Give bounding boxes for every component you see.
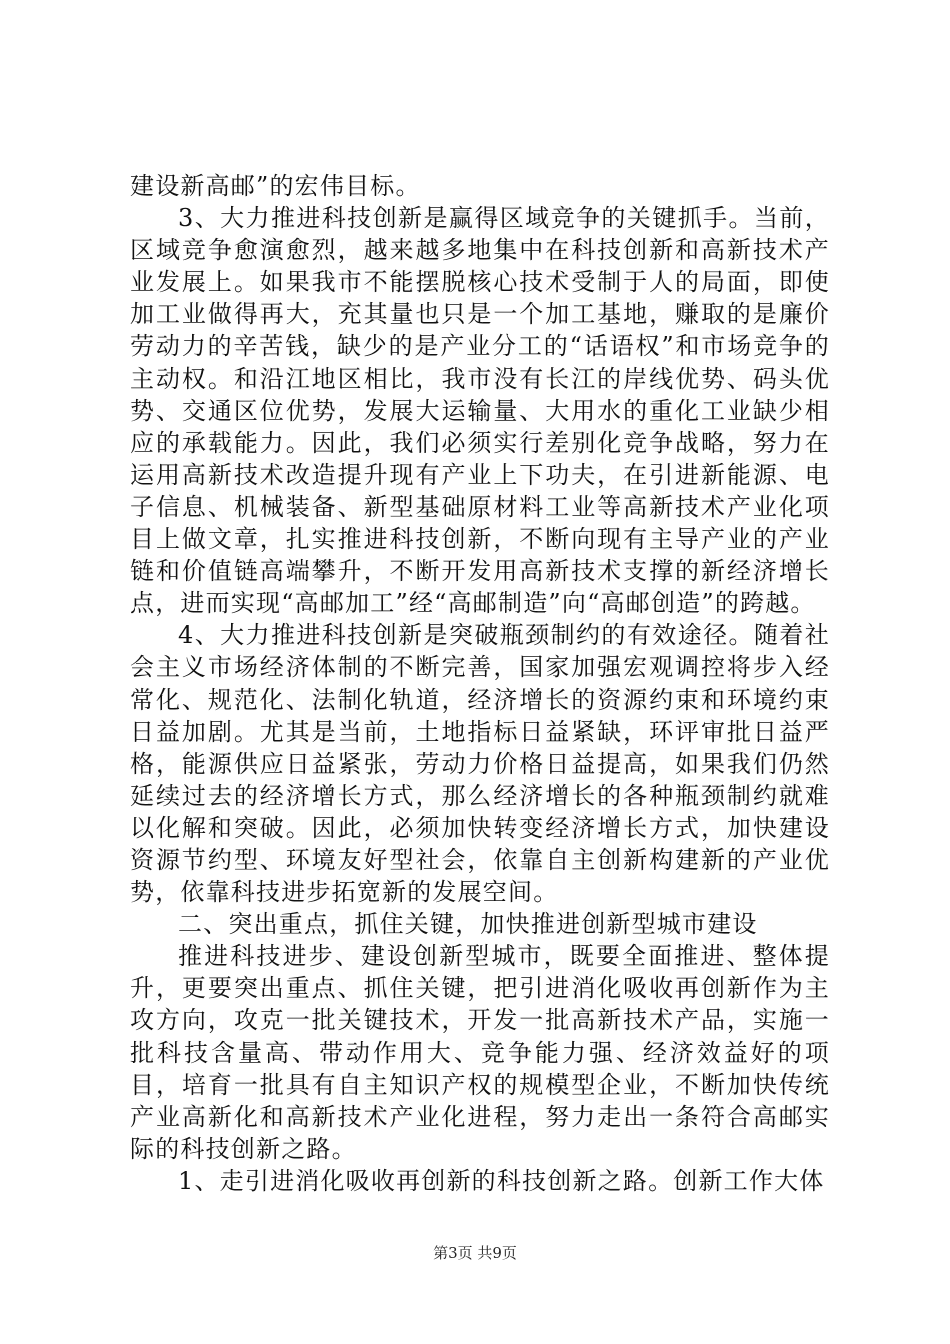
page-number-footer: 第3页 共9页 [433, 1244, 517, 1262]
paragraph-point-1: 1、走引进消化吸收再创新的科技创新之路。创新工作大体 [178, 1166, 825, 1195]
paragraph-point-3: 3、大力推进科技创新是赢得区域竞争的关键抓手。当前，区域竞争愈演愈烈，越来越多地集中在科技创新和高新技术产业发展上。如果我市不能摆脱核心技术受制于人的局面，即使加工业做得再大，充其量也只是一个加工基地，赚取的是廉价劳动力的辛苦钱，缺少的是产业分工的“话语权”和市场竞争的主动权。和沿江地区相比，我市没有长江的岸线优势、码头优势、交通区位优势，发展大运输量、大用水的重化工业缺少相应的承载能力。因此，我们必须实行差别化竞争战略，努力在运用高新技术改造提升现有产业上下功夫，在引进新能源、电子信息、机械装备、新型基础原材料工业等高新技术产业化项目上做文章，扎实推进科技创新，不断向现有主导产业的产业链和价值链高端攀升，不断开发用高新技术支撑的新经济增长点，进而实现“高邮加工”经“高邮制造”向“高邮创造”的跨越。 [130, 204, 830, 618]
document-body [130, 170, 830, 1197]
paragraph-section-2-intro: 推进科技进步、建设创新型城市，既要全面推进、整体提升，更要突出重点、抓住关键，把引进消化吸收再创新作为主攻方向，攻克一批关键技术，开发一批高新技术产品，实施一批科技含量高、带动作用大、竞争能力强、经济效益好的项目，培育一批具有自主知识产权的规模型企业，不断加快传统产业高新化和高新技术产业化进程，努力走出一条符合高邮实际的科技创新之路。 [130, 942, 830, 1163]
section-heading-2: 二、突出重点，抓住关键，加快推进创新型城市建设 [178, 910, 758, 939]
paragraph-continuation: 建设新高邮”的宏伟目标。 [130, 172, 421, 200]
paragraph-point-4: 4、大力推进科技创新是突破瓶颈制约的有效途径。随着社会主义市场经济体制的不断完善，国家加强宏观调控将步入经常化、规范化、法制化轨道，经济增长的资源约束和环境约束日益加剧。尤其是当前，土地指标日益紧缺，环评审批日益严格，能源供应日益紧张，劳动力价格日益提高，如果我们仍然延续过去的经济增长方式，那么经济增长的各种瓶颈制约就难以化解和突破。因此，必须加快转变经济增长方式，加快建设资源节约型、环境友好型社会，依靠自主创新构建新的产业优势，依靠科技进步拓宽新的发展空间。 [130, 621, 830, 907]
